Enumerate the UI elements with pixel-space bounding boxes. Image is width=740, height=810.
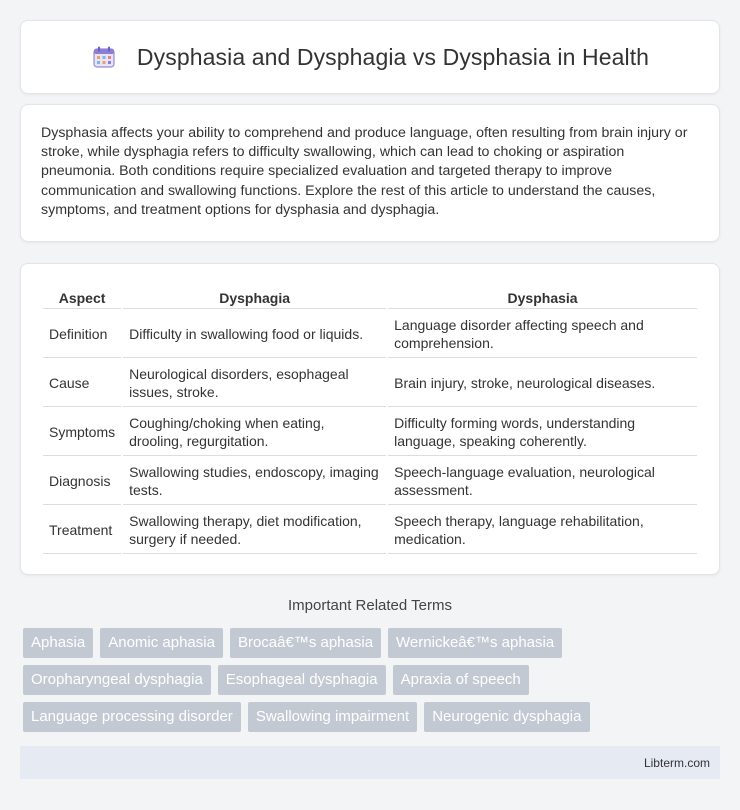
- row-dysphagia: Neurological disorders, esophageal issues, stroke.: [123, 360, 386, 407]
- header-card: [20, 20, 720, 94]
- row-dysphagia: Swallowing therapy, diet modification, surgery if needed.: [123, 507, 386, 554]
- footer: [20, 746, 720, 779]
- column-header-aspect: Aspect: [43, 284, 121, 309]
- related-term-tag[interactable]: Wernickeâ€™s aphasia: [388, 628, 562, 658]
- row-aspect: Treatment: [43, 507, 121, 554]
- related-term-tag[interactable]: Esophageal dysphagia: [218, 665, 386, 695]
- intro-card: [20, 104, 720, 242]
- column-header-dysphasia: Dysphasia: [388, 284, 697, 309]
- comparison-card: [20, 263, 720, 575]
- row-dysphasia: Speech-language evaluation, neurological assessment.: [388, 458, 697, 505]
- row-aspect: Symptoms: [43, 409, 121, 456]
- table-row: [43, 507, 697, 554]
- row-dysphagia: Difficulty in swallowing food or liquids.: [123, 311, 386, 358]
- calendar-icon: [91, 44, 117, 70]
- row-dysphasia: Language disorder affecting speech and comprehension.: [388, 311, 697, 358]
- related-terms-title: Important Related Terms: [288, 597, 452, 614]
- table-row: [43, 360, 697, 407]
- row-aspect: Definition: [43, 311, 121, 358]
- page-title: Dysphasia and Dysphagia vs Dysphasia in Health: [136, 43, 650, 70]
- column-header-dysphagia: Dysphagia: [123, 284, 386, 309]
- related-term-tag[interactable]: Anomic aphasia: [100, 628, 223, 658]
- table-row: [43, 458, 697, 505]
- row-dysphasia: Brain injury, stroke, neurological diseases.: [388, 360, 697, 407]
- intro-paragraph: Dysphasia affects your ability to comprehend and produce language, often resulting from brain injury or stroke, while dysphagia refers to difficulty swallowing, which can lead to choking or aspiration pneumonia. Both conditions require specialized evaluation and targeted therapy to improve communication and swallowing functions. Explore the rest of this article to understand the causes, symptoms, and treatment options for dysphasia and dysphagia.: [41, 125, 688, 218]
- footer-site-link[interactable]: Libterm.com: [643, 755, 710, 770]
- related-term-tag[interactable]: Apraxia of speech: [393, 665, 529, 695]
- related-term-tag[interactable]: Aphasia: [23, 628, 93, 658]
- related-term-tag[interactable]: Language processing disorder: [23, 702, 241, 732]
- related-term-tag[interactable]: Neurogenic dysphagia: [424, 702, 589, 732]
- related-term-tag[interactable]: Swallowing impairment: [248, 702, 417, 732]
- row-aspect: Diagnosis: [43, 458, 121, 505]
- related-terms-list: [20, 628, 720, 732]
- table-row: [43, 409, 697, 456]
- table-row: [43, 311, 697, 358]
- related-term-tag[interactable]: Oropharyngeal dysphagia: [23, 665, 211, 695]
- row-dysphasia: Difficulty forming words, understanding language, speaking coherently.: [388, 409, 697, 456]
- related-term-tag[interactable]: Brocaâ€™s aphasia: [230, 628, 381, 658]
- comparison-table: [41, 282, 699, 556]
- row-aspect: Cause: [43, 360, 121, 407]
- row-dysphasia: Speech therapy, language rehabilitation, medication.: [388, 507, 697, 554]
- related-terms-section: [20, 597, 720, 732]
- row-dysphagia: Coughing/choking when eating, drooling, regurgitation.: [123, 409, 386, 456]
- table-header-row: [43, 284, 697, 309]
- row-dysphagia: Swallowing studies, endoscopy, imaging tests.: [123, 458, 386, 505]
